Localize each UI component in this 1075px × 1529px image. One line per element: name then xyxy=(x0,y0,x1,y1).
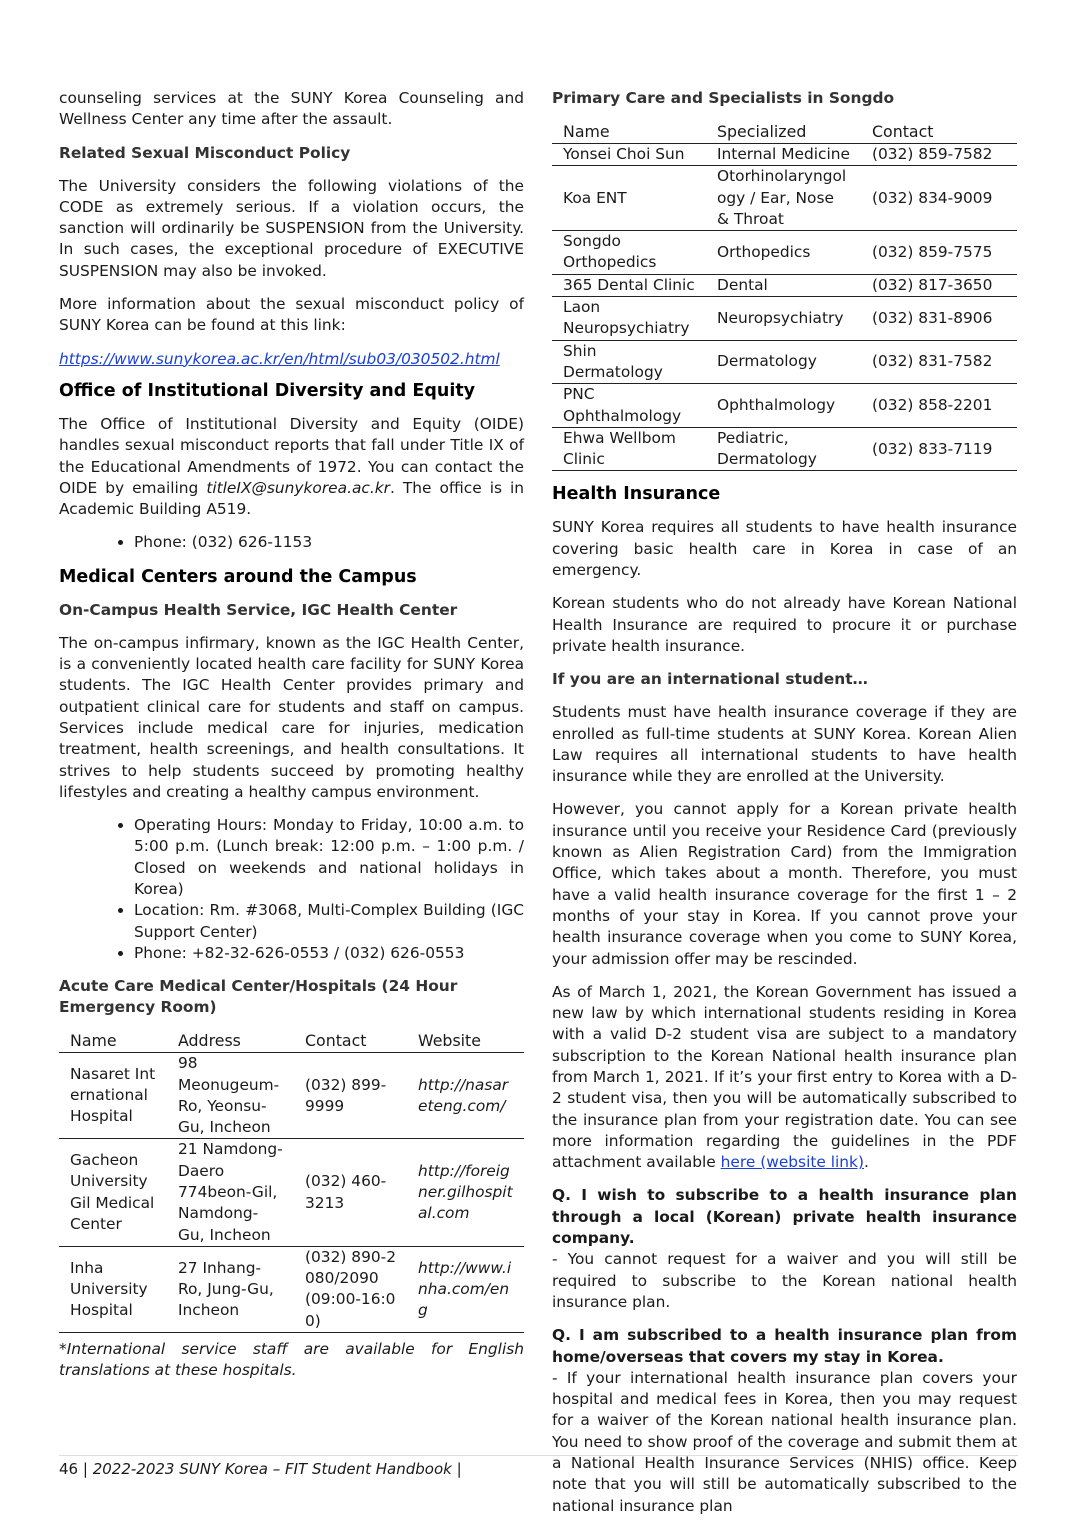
section-subheading: If you are an international student… xyxy=(552,670,868,689)
table-cell: (032) 858-2201 xyxy=(861,384,1017,428)
table-row xyxy=(59,1139,524,1246)
table-cell: 98 Meonugeum-Ro, Yeonsu-Gu, Incheon xyxy=(167,1053,294,1139)
table-row xyxy=(59,1053,524,1139)
section-subheading: Related Sexual Misconduct Policy xyxy=(59,143,351,162)
paragraph: The University considers the following violations of the CODE as extremely serious. If a violation occurs, the sanction will ordinarily be SUSPENSION from the University. In such cases, the exceptional procedure of EXECUTIVE SUSPENSION may also be invoked. xyxy=(59,176,524,280)
table-cell: (032) 834-9009 xyxy=(861,166,1017,231)
document-title: 2022-2023 SUNY Korea – FIT Student Handbook xyxy=(92,1460,452,1478)
paragraph: SUNY Korea requires all students to have health insurance covering basic health care in Korea in case of an emergency. xyxy=(552,518,1017,580)
table-header: Name xyxy=(552,121,706,144)
table-cell: Ophthalmology xyxy=(706,384,861,428)
table-cell: (032) 831-7582 xyxy=(861,340,1017,384)
bullet-list xyxy=(59,815,524,964)
table-row xyxy=(552,144,1017,166)
table-cell: Otorhinolaryngology / Ear, Nose & Throat xyxy=(706,166,861,231)
section-subheading: Primary Care and Specialists in Songdo xyxy=(552,89,895,107)
table-cell: Koa ENT xyxy=(552,166,706,231)
table-cell: Pediatric, Dermatology xyxy=(706,427,861,471)
table-cell: Laon Neuropsychiatry xyxy=(552,297,706,341)
table-note: *International service staff are available for English translations at these hospitals. xyxy=(59,1340,524,1380)
faq-question: Q. I wish to subscribe to a health insurance plan through a local (Korean) private health insurance company. xyxy=(552,1186,1017,1248)
table-cell: (032) 859-7582 xyxy=(861,144,1017,166)
table-cell: 21 Namdong-Daero 774beon-Gil, Namdong-Gu, Incheon xyxy=(167,1139,294,1246)
table-cell: 27 Inhang-Ro, Jung-Gu, Incheon xyxy=(167,1246,294,1332)
list-item: • Phone: +82-32-626-0553 / (032) 626-0553 xyxy=(134,943,524,964)
table-cell: Inha University Hospital xyxy=(59,1246,167,1332)
section-heading: Office of Institutional Diversity and Equity xyxy=(59,380,476,401)
faq-question: Q. I am subscribed to a health insurance plan from home/overseas that covers my stay in Korea. xyxy=(552,1326,1017,1366)
table-cell: Gacheon University Gil Medical Center xyxy=(59,1139,167,1246)
paragraph: Korean students who do not already have Korean National Health Insurance are required to procure it or purchase private health insurance. xyxy=(552,594,1017,655)
table-header: Contact xyxy=(861,121,1017,144)
table-row xyxy=(552,384,1017,428)
table-cell: 365 Dental Clinic xyxy=(552,274,706,296)
email-address: titleIX@sunykorea.ac.kr xyxy=(206,478,390,497)
paragraph: As of March 1, 2021, the Korean Government has issued a new law by which international students residing in Korea with a valid D-2 student visa are subject to a mandatory subscription to the Korean National health insurance plan from March 1, 2021. If it’s your first entry to Korea with a D-2 student visa, then you will be automatically subscribed to the insurance plan from your registration date. You can see more information regarding the guidelines in the PDF attachment available here (website link). xyxy=(552,982,1017,1172)
table-header: Website xyxy=(407,1030,524,1053)
faq-answer: - You cannot request for a waiver and you will still be required to subscribe to the Korean national health insurance plan. xyxy=(552,1250,1017,1311)
website-link[interactable]: http://nasareteng.com/ xyxy=(407,1053,524,1139)
faq-answer: - If your international health insurance plan covers your hospital and medical fees in Korea, then you may request for a waiver of the Korean national health insurance plan. You need to show proof of the coverage and submit them at a National Health Insurance Services (NHIS) office. Keep note that you will still be automatically subscribed to the national insurance plan xyxy=(552,1368,1017,1515)
paragraph: The on-campus infirmary, known as the IGC Health Center, is a conveniently located health care facility for SUNY Korea students. The IGC Health Center provides primary and outpatient clinical care for students and staff on campus. Services include medical care for injuries, medication treatment, health screenings, and health consultations. It strives to help students succeed by promoting healthy lifestyles and creating a healthy campus environment. xyxy=(59,633,524,801)
section-heading: Health Insurance xyxy=(552,484,721,505)
paragraph: The Office of Institutional Diversity and Equity (OIDE) handles sexual misconduct reports that fall under Title IX of the Educational Amendments of 1972. You can contact the OIDE by emailing titleIX@sunykorea.ac.kr. The office is in Academic Building A519. xyxy=(59,414,525,519)
specialists-table xyxy=(552,121,1017,471)
website-link[interactable]: http://www.inha.com/eng xyxy=(407,1246,524,1332)
table-cell: (032) 899-9999 xyxy=(294,1053,407,1139)
hospital-table xyxy=(59,1030,524,1333)
right-column xyxy=(552,88,1017,1529)
table-cell: Orthopedics xyxy=(706,231,861,275)
section-subheading: Acute Care Medical Center/Hospitals (24 Hour Emergency Room) xyxy=(59,977,458,1017)
table-cell: Dermatology xyxy=(706,340,861,384)
table-cell: Internal Medicine xyxy=(706,144,861,166)
page-number: 46 xyxy=(59,1460,79,1478)
table-cell: (032) 831-8906 xyxy=(861,297,1017,341)
list-item: • Phone: (032) 626-1153 xyxy=(134,532,524,553)
table-cell: Neuropsychiatry xyxy=(706,297,861,341)
table-row xyxy=(552,274,1017,296)
table-header: Contact xyxy=(294,1030,407,1053)
table-cell: Dental xyxy=(706,274,861,296)
table-header: Address xyxy=(167,1030,294,1053)
paragraph: More information about the sexual misconduct policy of SUNY Korea can be found at this link: xyxy=(59,295,524,335)
left-column xyxy=(59,88,524,1394)
table-row xyxy=(552,166,1017,231)
section-heading: Medical Centers around the Campus xyxy=(59,566,417,587)
table-cell: (032) 833-7119 xyxy=(861,427,1017,471)
page-footer: 46 | 2022-2023 SUNY Korea – FIT Student Handbook | xyxy=(59,1455,1018,1478)
policy-link[interactable]: https://www.sunykorea.ac.kr/en/html/sub03/030502.html xyxy=(59,349,500,368)
table-header: Specialized xyxy=(706,121,861,144)
paragraph: counseling services at the SUNY Korea Counseling and Wellness Center any time after the assault. xyxy=(59,89,524,129)
paragraph: Students must have health insurance coverage if they are enrolled as full-time students at SUNY Korea. Korean Alien Law requires all international students to have health insurance while they are enrolled at the University. xyxy=(552,703,1017,786)
website-link[interactable]: http://foreigner.gilhospital.com xyxy=(407,1139,524,1246)
table-cell: PNC Ophthalmology xyxy=(552,384,706,428)
list-item: • Location: Rm. #3068, Multi-Complex Building (IGC Support Center) xyxy=(134,900,524,943)
table-row xyxy=(552,231,1017,275)
table-cell: Yonsei Choi Sun xyxy=(552,144,706,166)
table-cell: (032) 460-3213 xyxy=(294,1139,407,1246)
table-cell: Ehwa Wellbom Clinic xyxy=(552,427,706,471)
table-cell: (032) 890-2080/2090 (09:00-16:00) xyxy=(294,1246,407,1332)
bullet-list xyxy=(59,532,524,553)
table-cell: Songdo Orthopedics xyxy=(552,231,706,275)
table-row xyxy=(552,340,1017,384)
section-subheading: On-Campus Health Service, IGC Health Center xyxy=(59,600,458,619)
table-cell: Shin Dermatology xyxy=(552,340,706,384)
table-row xyxy=(552,297,1017,341)
table-cell: (032) 859-7575 xyxy=(861,231,1017,275)
list-item: • Operating Hours: Monday to Friday, 10:00 a.m. to 5:00 p.m. (Lunch break: 12:00 p.m. – 1:00 p.m. / Closed on weekends and national holidays in Korea) xyxy=(134,815,524,900)
table-header: Name xyxy=(59,1030,167,1053)
paragraph: However, you cannot apply for a Korean private health insurance until you receive your Residence Card (previously known as Alien Registration Card) from the Immigration Office, which takes about a month. Therefore, you must have a valid health insurance coverage for the first 1 – 2 months of your stay in Korea. If you cannot prove your health insurance coverage when you come to SUNY Korea, your admission offer may be rescinded. xyxy=(552,800,1017,968)
table-row xyxy=(59,1246,524,1332)
table-cell: (032) 817-3650 xyxy=(861,274,1017,296)
table-row xyxy=(552,427,1017,471)
table-cell: Nasaret International Hospital xyxy=(59,1053,167,1139)
guidelines-link[interactable]: here (website link) xyxy=(720,1153,864,1172)
